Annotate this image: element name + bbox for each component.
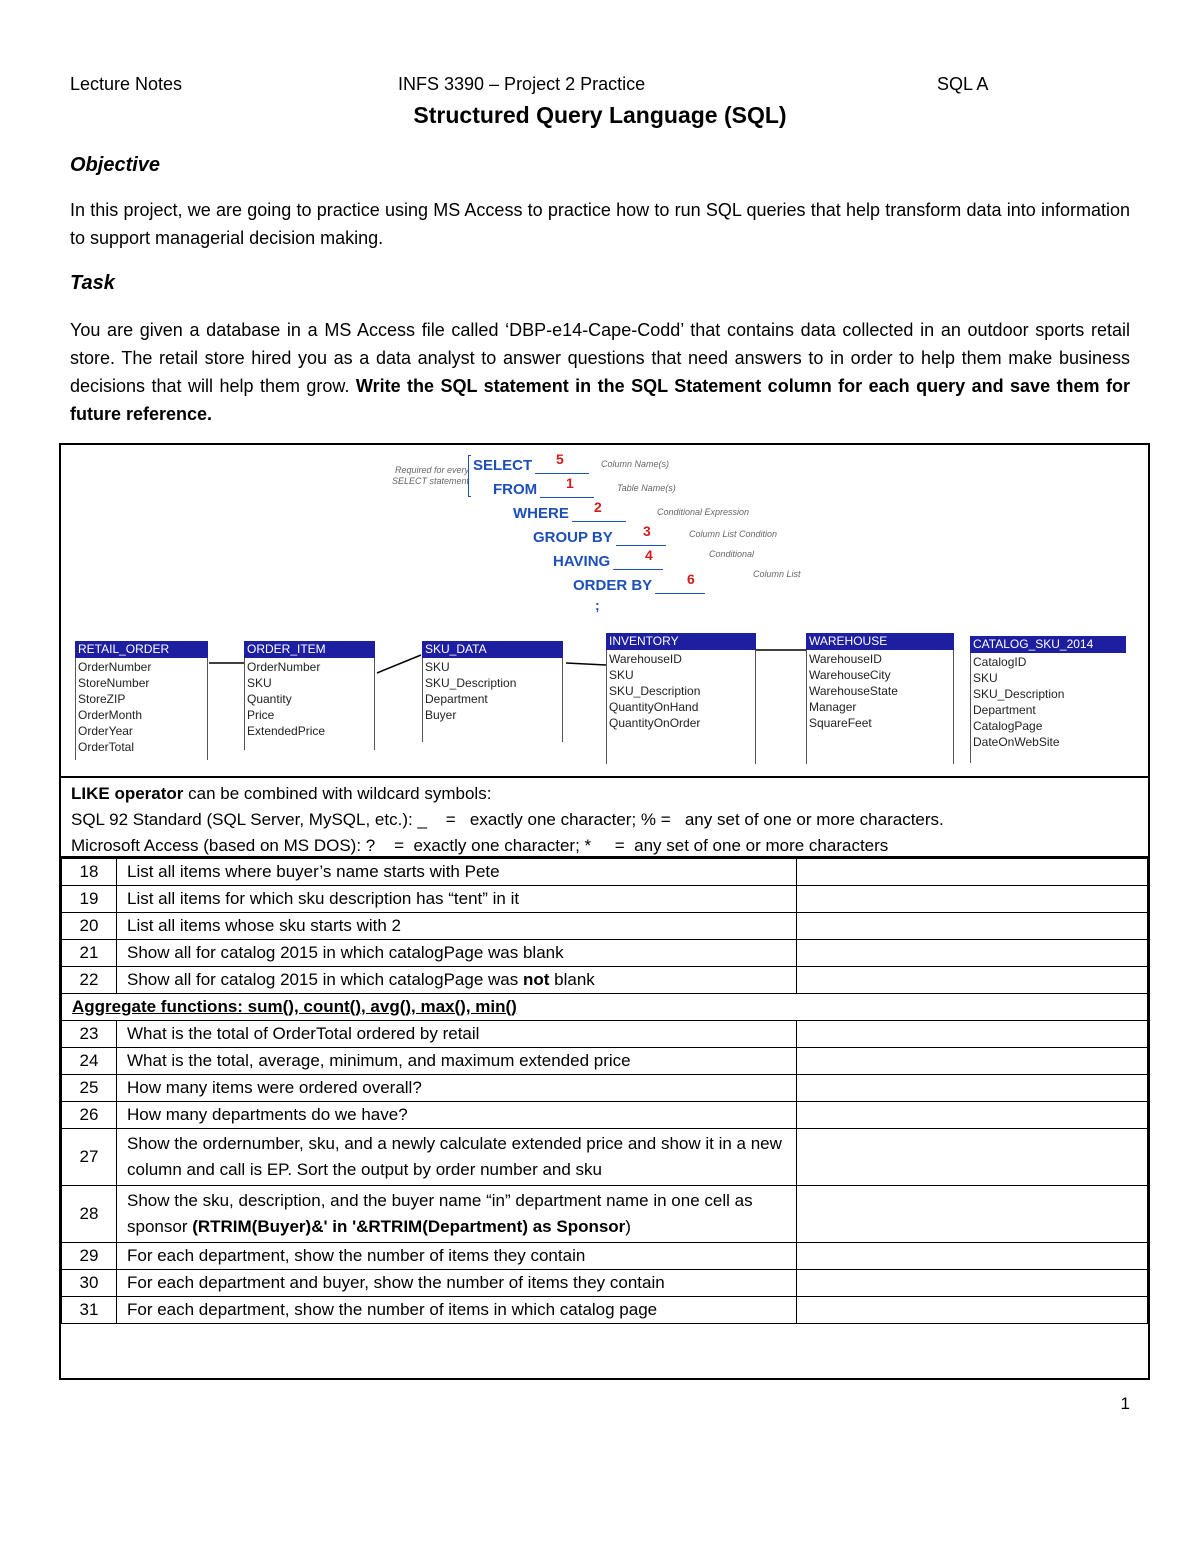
order-order-by: 6 xyxy=(687,571,695,587)
row-question: List all items where buyer’s name starts with Pete xyxy=(117,859,797,886)
side-note: Required for every SELECT statement xyxy=(391,465,469,486)
table-row xyxy=(62,1270,1148,1297)
table-row xyxy=(62,940,1148,967)
rel-line-3 xyxy=(566,663,606,665)
rel-line-2 xyxy=(377,655,421,673)
sql-statement-cell[interactable] xyxy=(797,1243,1148,1270)
field: SKU xyxy=(973,671,998,685)
header-left: Lecture Notes xyxy=(70,74,183,94)
table-name: ORDER_ITEM xyxy=(244,641,375,658)
row-question: Show all for catalog 2015 in which catalogPage was not blank xyxy=(117,967,797,994)
order-select: 5 xyxy=(556,451,564,467)
table-row xyxy=(62,1297,1148,1324)
field: OrderYear xyxy=(78,724,133,738)
table-row xyxy=(62,967,1148,994)
table-name: RETAIL_ORDER xyxy=(75,641,208,658)
like-line-3: Microsoft Access (based on MS DOS): ? = exactly one character; * = any set of one or more characters xyxy=(71,836,889,855)
like-line-2: SQL 92 Standard (SQL Server, MySQL, etc.): _ = exactly one character; % = any set of one or more characters. xyxy=(71,810,944,829)
row-number: 18 xyxy=(62,859,117,886)
row-question: For each department, show the number of items they contain xyxy=(117,1243,797,1270)
table-sku-data xyxy=(422,641,563,742)
row-question: List all items for which sku description has “tent” in it xyxy=(117,886,797,913)
task-paragraph xyxy=(70,316,1130,428)
note-order-by: Column List xyxy=(753,569,801,579)
field: SKU xyxy=(425,660,450,674)
field: StoreNumber xyxy=(78,676,150,690)
row-number: 22 xyxy=(62,967,117,994)
row-question: How many departments do we have? xyxy=(117,1102,797,1129)
table-name: CATALOG_SKU_2014 xyxy=(970,636,1126,653)
row-number: 21 xyxy=(62,940,117,967)
order-having: 4 xyxy=(645,547,653,563)
row-question: What is the total of OrderTotal ordered by retail xyxy=(117,1021,797,1048)
field: OrderMonth xyxy=(78,708,143,722)
row-question: Show all for catalog 2015 in which catalogPage was blank xyxy=(117,940,797,967)
page-number: 1 xyxy=(1120,1394,1130,1413)
field: CatalogPage xyxy=(973,719,1043,733)
note-select: Column Name(s) xyxy=(601,459,670,469)
table-warehouse xyxy=(806,633,954,764)
sql-statement-cell[interactable] xyxy=(797,1186,1148,1243)
sql-statement-cell[interactable] xyxy=(797,913,1148,940)
table-row xyxy=(62,1048,1148,1075)
field: WarehouseState xyxy=(809,684,898,698)
like-line-1: LIKE operator can be combined with wildcard symbols: xyxy=(71,784,492,803)
clause-having: HAVING xyxy=(553,553,663,570)
sql-statement-cell[interactable] xyxy=(797,1021,1148,1048)
table-retail-order xyxy=(75,641,208,760)
field: SquareFeet xyxy=(809,716,872,730)
table-order-item xyxy=(244,641,375,750)
clause-select: SELECT xyxy=(473,457,589,474)
row-question: How many items were ordered overall? xyxy=(117,1075,797,1102)
field: WarehouseCity xyxy=(809,668,891,682)
table-name: INVENTORY xyxy=(606,633,756,650)
row-question: For each department, show the number of items in which catalog page xyxy=(117,1297,797,1324)
row-number: 19 xyxy=(62,886,117,913)
header-center: INFS 3390 – Project 2 Practice xyxy=(398,74,646,94)
note-having: Conditional xyxy=(709,549,755,559)
query-table xyxy=(61,858,1148,1324)
row-number: 23 xyxy=(62,1021,117,1048)
table-inventory xyxy=(606,633,756,764)
order-group-by: 3 xyxy=(643,523,651,539)
field: Department xyxy=(425,692,488,706)
table-row xyxy=(62,1129,1148,1186)
table-name: WAREHOUSE xyxy=(806,633,954,650)
table-row xyxy=(62,1186,1148,1243)
objective-heading: Objective xyxy=(70,154,161,176)
aggregate-header-row xyxy=(62,994,1148,1021)
sql-statement-cell[interactable] xyxy=(797,886,1148,913)
like-info xyxy=(61,778,1148,858)
task-heading: Task xyxy=(70,272,115,294)
order-from: 1 xyxy=(566,475,574,491)
field: WarehouseID xyxy=(609,652,682,666)
row-number: 20 xyxy=(62,913,117,940)
row-question: List all items whose sku starts with 2 xyxy=(117,913,797,940)
row-question: Show the ordernumber, sku, and a newly calculate extended price and show it in a new column and call is EP. Sort the output by order number and sku xyxy=(117,1129,797,1186)
clause-where: WHERE xyxy=(513,505,626,522)
field: SKU_Description xyxy=(609,684,701,698)
table-row xyxy=(62,1243,1148,1270)
row-number: 28 xyxy=(62,1186,117,1243)
note-group-by: Column List Condition xyxy=(689,529,778,539)
sql-statement-cell[interactable] xyxy=(797,967,1148,994)
field: DateOnWebSite xyxy=(973,735,1060,749)
row-number: 27 xyxy=(62,1129,117,1186)
field: QuantityOnOrder xyxy=(609,716,701,730)
sql-diagram xyxy=(61,445,1148,778)
table-row xyxy=(62,1102,1148,1129)
field: Department xyxy=(973,703,1036,717)
table-row xyxy=(62,913,1148,940)
sql-statement-cell[interactable] xyxy=(797,940,1148,967)
sql-statement-cell[interactable] xyxy=(797,1102,1148,1129)
field: SKU xyxy=(609,668,634,682)
objective-text: In this project, we are going to practice using MS Access to practice how to run SQL queries that help transform data into information to support managerial decision making. xyxy=(70,200,1130,248)
table-row xyxy=(62,1021,1148,1048)
sql-statement-cell[interactable] xyxy=(797,1129,1148,1186)
order-where: 2 xyxy=(594,499,602,515)
row-number: 30 xyxy=(62,1270,117,1297)
field: OrderNumber xyxy=(78,660,152,674)
clause-group-by: GROUP BY xyxy=(533,529,666,546)
row-number: 26 xyxy=(62,1102,117,1129)
field: ExtendedPrice xyxy=(247,724,326,738)
field: QuantityOnHand xyxy=(609,700,699,714)
row-question: Show the sku, description, and the buyer name “in” department name in one cell as sponsor (RTRIM(Buyer)&' in '&RTRIM(Department) as Sponsor) xyxy=(117,1186,797,1243)
sql-statement-cell[interactable] xyxy=(797,1297,1148,1324)
row-number: 25 xyxy=(62,1075,117,1102)
main-frame xyxy=(59,443,1150,1380)
note-where: Conditional Expression xyxy=(657,507,750,517)
aggregate-heading: Aggregate functions: sum(), count(), avg(), max(), min() xyxy=(62,994,1148,1021)
row-question: What is the total, average, minimum, and maximum extended price xyxy=(117,1048,797,1075)
field: SKU xyxy=(247,676,272,690)
table-catalog-sku xyxy=(970,636,1126,763)
sql-statement-cell[interactable] xyxy=(797,1048,1148,1075)
clause-from: FROM xyxy=(493,481,594,498)
sql-statement-cell[interactable] xyxy=(797,859,1148,886)
field: Manager xyxy=(809,700,857,714)
row-number: 24 xyxy=(62,1048,117,1075)
row-number: 31 xyxy=(62,1297,117,1324)
table-name: SKU_DATA xyxy=(422,641,563,658)
header-right: SQL A xyxy=(937,74,989,94)
table-row xyxy=(62,1075,1148,1102)
table-row xyxy=(62,859,1148,886)
task-instruction: Write the SQL statement in the SQL Statement column for each query and save them for future reference. xyxy=(70,376,1130,424)
sql-statement-cell[interactable] xyxy=(797,1075,1148,1102)
field: OrderTotal xyxy=(78,740,135,754)
row-question: For each department and buyer, show the number of items they contain xyxy=(117,1270,797,1297)
field: CatalogID xyxy=(973,655,1027,669)
field: StoreZIP xyxy=(78,692,126,706)
note-from: Table Name(s) xyxy=(617,483,676,493)
table-row xyxy=(62,886,1148,913)
semicolon: ; xyxy=(595,597,600,613)
row-number: 29 xyxy=(62,1243,117,1270)
field: SKU_Description xyxy=(973,687,1065,701)
field: Buyer xyxy=(425,708,457,722)
task-text: You are given a database in a MS Access file called ‘DBP-e14-Cape-Codd’ that contains data collected in an outdoor sports retail store. The retail store hired you as a data analyst to answer questions that need answers to in order to help them make business decisions that will help them grow. xyxy=(70,320,1130,396)
page-title: Structured Query Language (SQL) xyxy=(413,102,787,128)
clause-order-by: ORDER BY xyxy=(573,577,705,594)
field: WarehouseID xyxy=(809,652,882,666)
field: Price xyxy=(247,708,275,722)
field: SKU_Description xyxy=(425,676,517,690)
field: Quantity xyxy=(247,692,292,706)
sql-statement-cell[interactable] xyxy=(797,1270,1148,1297)
field: OrderNumber xyxy=(247,660,321,674)
